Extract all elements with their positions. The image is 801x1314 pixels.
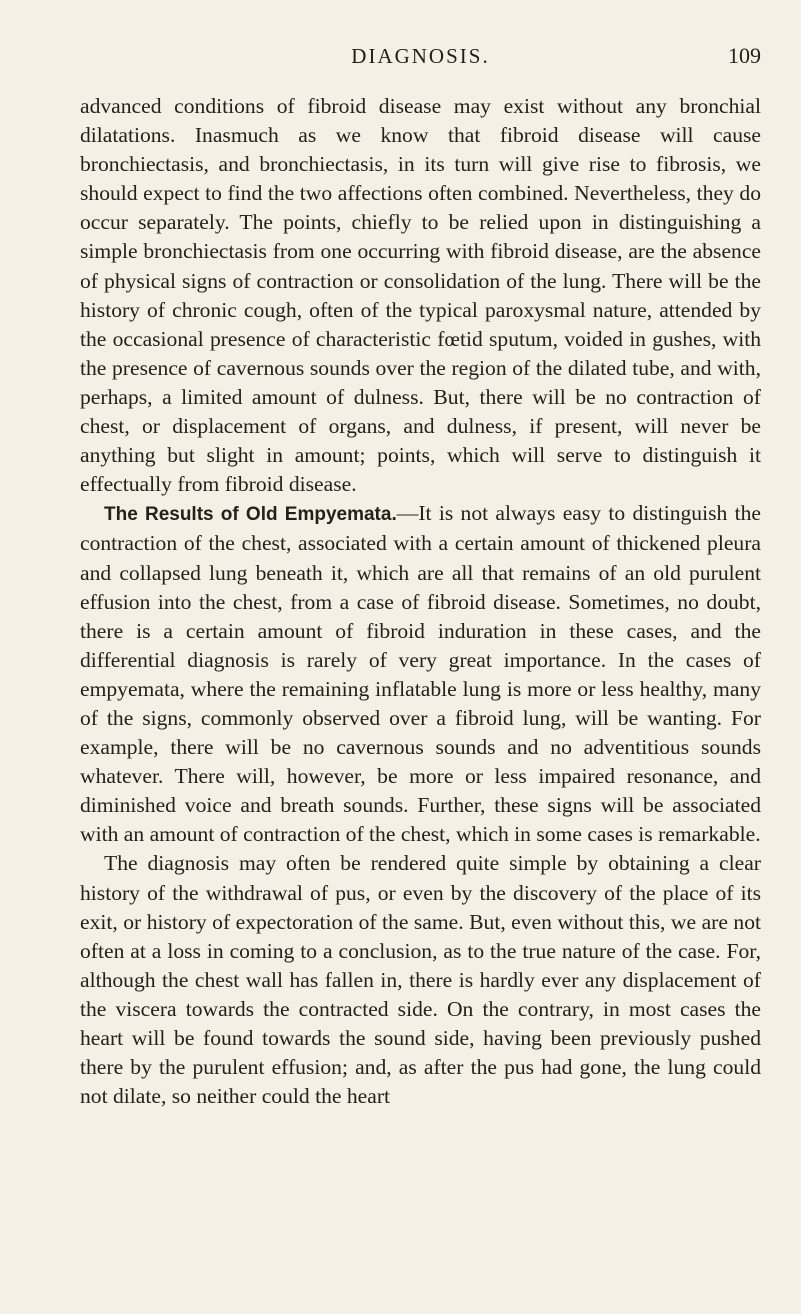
- running-header: [80, 42, 761, 74]
- paragraph-diagnosis: The diagnosis may often be rendered quite simple by obtaining a clear history of the withdrawal of pus, or even by the discovery of the place of its exit, or history of expectoration of the same. But, even without this, we are not often at a loss in coming to a conclusion, as to the true nature of the case. For, although the chest wall has fallen in, there is hardly ever any displacement of the viscera towards the contracted side. On the contrary, in most cases the heart will be found towards the sound side, having been previously pushed there by the purulent effusion; and, as after the pus had gone, the lung could not dilate, so neither could the heart: [80, 851, 761, 1109]
- paragraph-fibroid-bronchiectasis: advanced conditions of fibroid disease may exist without any bronchial dilatations. Inasmuch as we know that fibroid disease will cause bronchiectasis, and bronchiectasis, in its turn will give rise to fibrosis, we should expect to find the two affections often combined. Nevertheless, they do occur separately. The points, chiefly to be relied upon in distinguishing a simple bronchiectasis from one occurring with fibroid disease, are the absence of physical signs of contraction or consolidation of the lung. There will be the history of chronic cough, often of the typical paroxysmal nature, attended by the occasional presence of characteristic fœtid sputum, voided in gushes, with the presence of cavernous sounds over the region of the dilated tube, and with, perhaps, a limited amount of dulness. But, there will be no contraction of chest, or displacement of organs, and dulness, if present, will never be anything but slight in amount; points, which will serve to distinguish it effectually from fibroid disease.: [80, 94, 761, 497]
- body-text: [80, 92, 761, 1111]
- paragraph-old-empyemata-text: —It is not always easy to distinguish the contraction of the chest, associated with a certain amount of thickened pleura and collapsed lung beneath it, which are all that remains of an old purulent effusion into the chest, from a case of fibroid disease. Sometimes, no doubt, there is a certain amount of fibroid induration in these cases, and the differential diagnosis is rarely of very great importance. In the cases of empyemata, where the remaining inflatable lung is more or less healthy, many of the signs, commonly observed over a fibroid lung, will be wanting. For example, there will be no cavernous sounds and no adventitious sounds whatever. There will, however, be more or less impaired resonance, and diminished voice and breath sounds. Further, these signs will be associated with an amount of contraction of the chest, which in some cases is remarkable.: [80, 501, 761, 847]
- section-heading-old-empyemata: The Results of Old Empyemata.: [104, 504, 397, 526]
- running-title: DIAGNOSIS.: [351, 44, 490, 68]
- paragraph-old-empyemata: [80, 499, 761, 849]
- page-number: 109: [728, 43, 761, 68]
